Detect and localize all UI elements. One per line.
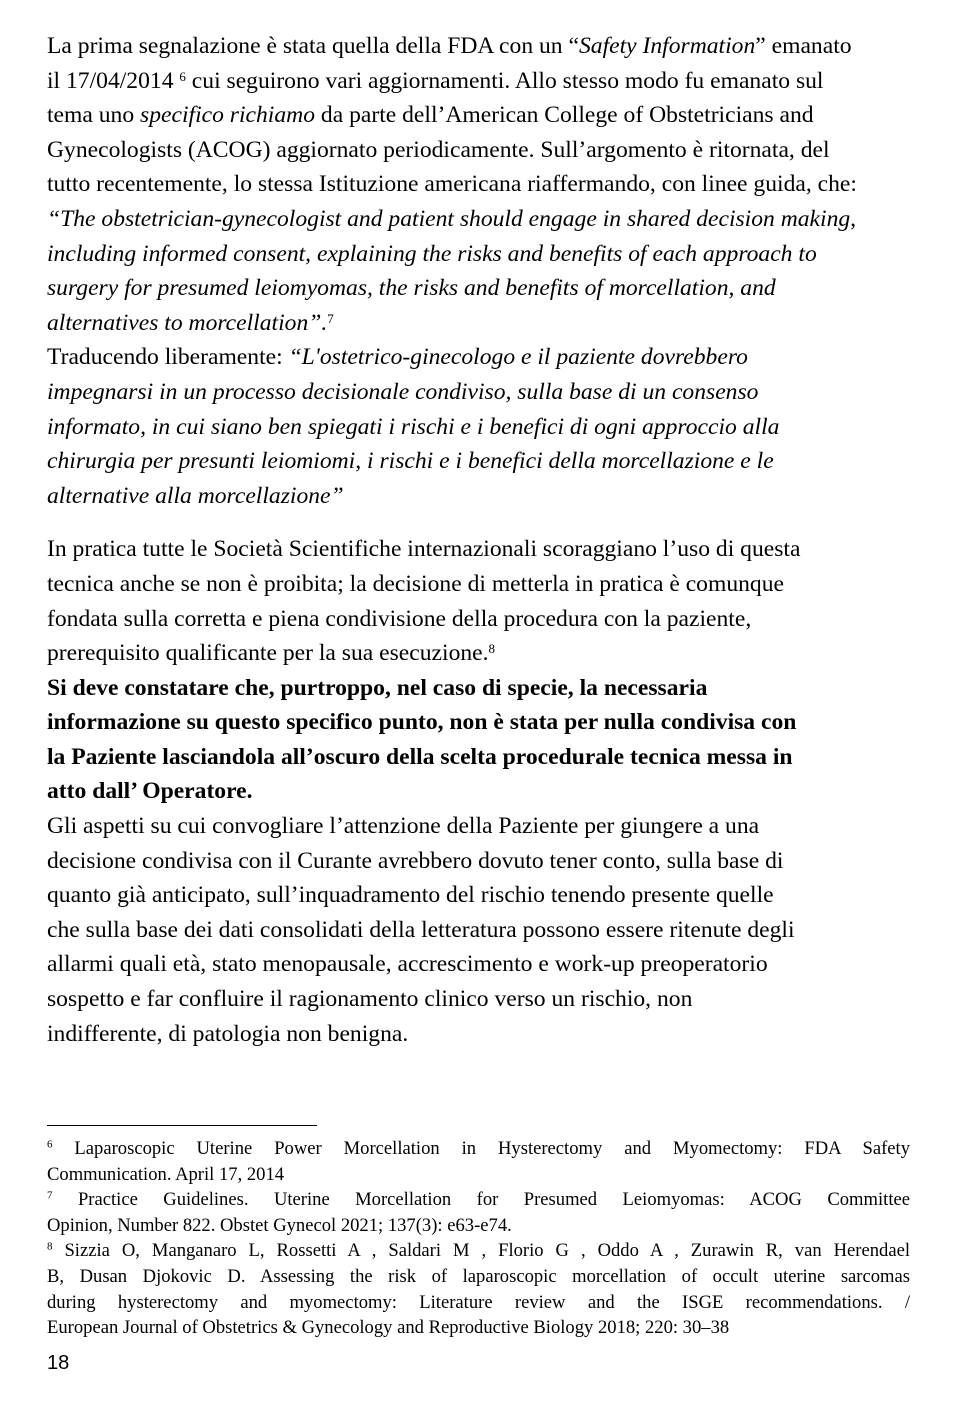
text-line: indifferente, di patologia non benigna. (47, 1020, 409, 1047)
footnotes (47, 1136, 910, 1341)
text-line (47, 64, 947, 99)
text-run: Sizzia O, Manganaro L, Rossetti A , Saldari M , Florio G , Oddo A , Zurawin R, van Herendael (52, 1240, 910, 1262)
text-run: il 17/04/2014 (47, 67, 180, 94)
text-line (47, 29, 947, 64)
paragraph-bold-finding (47, 671, 947, 809)
text-line: Gli aspetti su cui convogliare l’attenzione della Paziente per giungere a una (47, 813, 760, 840)
quote-line (47, 306, 947, 341)
text-run: da parte dell’American College of Obstetricians and (315, 102, 814, 129)
page-number: 18 (47, 1352, 70, 1374)
bold-line: la Paziente lasciandola all’oscuro della scelta procedurale tecnica messa in (47, 743, 793, 770)
bold-line: atto dall’ Operatore. (47, 778, 253, 805)
translation-line: informato, in cui siano ben spiegati i rischi e i benefici di ogni approccio alla (47, 413, 780, 440)
footnote-separator (47, 1125, 317, 1126)
text-line: tecnica anche se non è proibita; la decisione di metterla in pratica è comunque (47, 570, 784, 597)
text-line (47, 98, 947, 133)
text-line: tutto recentemente, lo stessa Istituzione americana riaffermando, con linee guida, che: (47, 171, 857, 198)
text-run: tema uno (47, 102, 141, 129)
text-line: quanto già anticipato, sull’inquadramento del rischio tenendo presente quelle (47, 882, 774, 909)
text-run: Practice Guidelines. Uterine Morcellation for Presumed Leiomyomas: ACOG Committee (52, 1189, 910, 1211)
text-run: Traducendo liberamente: (47, 344, 289, 371)
paragraph-fda-acog (47, 29, 947, 513)
footnote-line: Communication. April 17, 2014 (47, 1163, 285, 1185)
quote-line: surgery for presumed leiomyomas, the risks and benefits of morcellation, and (47, 275, 776, 302)
quote-line: including informed consent, explaining the risks and benefits of each approach to (47, 240, 817, 267)
translation-line: chirurgia per presunti leiomiomi, i rischi e i benefici della morcellazione e le (47, 448, 774, 475)
bold-line: informazione su questo specifico punto, non è stata per nulla condivisa con (47, 709, 797, 736)
bold-line: Si deve constatare che, purtroppo, nel caso di specie, la necessaria (47, 674, 708, 701)
italic-translation: “L'ostetrico-ginecologo e il paziente dovrebbero (288, 344, 748, 371)
footnote-number: 7 (47, 1189, 53, 1202)
footnote-ref-7[interactable]: 7 (327, 310, 334, 326)
text-line: sospetto e far confluire il ragionamento clinico verso un rischio, non (47, 986, 693, 1013)
footnote-ref-6[interactable]: 6 (179, 68, 186, 84)
text-line: che sulla base dei dati consolidati della letteratura possono essere ritenute degli (47, 916, 795, 943)
text-line: decisione condivisa con il Curante avrebbero dovuto tener conto, sulla base di (47, 847, 784, 874)
text-run: ” emanato (755, 33, 852, 59)
footnote-ref-8[interactable]: 8 (488, 640, 496, 656)
paragraph-gap (47, 513, 947, 532)
italic-title: Safety Information (578, 33, 756, 59)
footnote-line: Opinion, Number 822. Obstet Gynecol 2021; 137(3): e63-e74. (47, 1214, 512, 1236)
footnote-line (47, 1187, 910, 1213)
text-line: allarmi quali età, stato menopausale, accrescimento e work-up preoperatorio (47, 951, 768, 978)
quote-line: “The obstetrician-gynecologist and patient should engage in shared decision making, (47, 205, 857, 232)
text-line: Gynecologists (ACOG) aggiornato periodicamente. Sull’argomento è ritornata, del (47, 136, 830, 163)
text-line: fondata sulla corretta e piena condivisione della procedura con la paziente, (47, 605, 752, 632)
text-run: prerequisito qualificante per la sua esecuzione. (47, 640, 489, 667)
text-line (47, 340, 947, 375)
text-run: Laparoscopic Uterine Power Morcellation in Hysterectomy and Myomectomy: FDA Safety (52, 1138, 910, 1159)
footnote-line (47, 1136, 910, 1162)
italic-phrase: specifico richiamo (140, 102, 315, 129)
body-text (47, 29, 947, 1051)
footnote-number: 8 (47, 1240, 53, 1253)
footnote-6 (47, 1136, 910, 1187)
paragraph-aspects (47, 809, 947, 1051)
footnote-8 (47, 1238, 910, 1340)
footnote-line: during hysterectomy and myomectomy: Literature review and the ISGE recommendations. / (47, 1291, 910, 1313)
footnote-line (47, 1238, 910, 1264)
footnote-line: European Journal of Obstetrics & Gynecology and Reproductive Biology 2018; 220: 30–38 (47, 1317, 730, 1339)
text-line (47, 636, 947, 671)
text-run: La prima segnalazione è stata quella della FDA con un “ (47, 33, 579, 59)
paragraph-practice (47, 532, 947, 670)
text-line: In pratica tutte le Società Scientifiche internazionali scoraggiano l’uso di questa (47, 536, 801, 563)
footnote-line: B, Dusan Djokovic D. Assessing the risk of laparoscopic morcellation of occult uterine sarcomas (47, 1265, 910, 1287)
translation-line: impegnarsi in un processo decisionale condiviso, sulla base di un consenso (47, 378, 759, 405)
text-run: cui seguirono vari aggiornamenti. Allo stesso modo fu emanato sul (185, 67, 824, 94)
footnote-number: 6 (47, 1138, 53, 1151)
footnote-7 (47, 1187, 910, 1238)
translation-line: alternative alla morcellazione” (47, 482, 344, 509)
text-run: alternatives to morcellation”. (47, 309, 328, 336)
